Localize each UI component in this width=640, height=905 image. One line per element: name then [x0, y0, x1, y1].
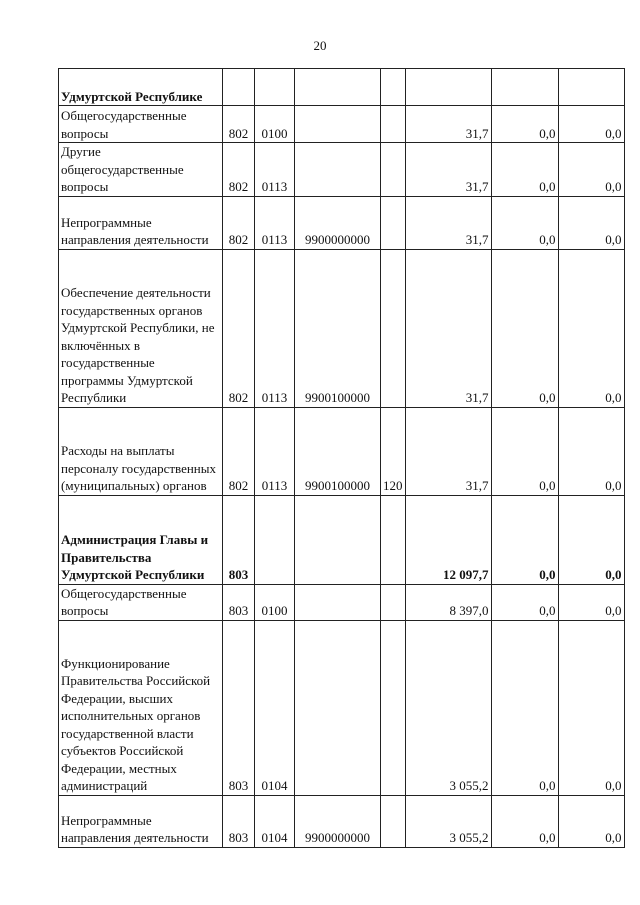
row-ved-code: 803	[223, 584, 255, 620]
row-sum-3: 0,0	[558, 196, 624, 249]
row-sum-3: 0,0	[558, 407, 624, 495]
row-section-code: 0100	[255, 106, 295, 143]
row-sum-3: 0,0	[558, 106, 624, 143]
row-section-code: 0100	[255, 584, 295, 620]
table-row	[59, 143, 625, 197]
table-row	[59, 407, 625, 495]
row-name: Другие общегосударственные вопросы	[59, 143, 223, 197]
row-name: Администрация Главы и Правительства Удмуртской Республики	[59, 495, 223, 584]
row-target-article	[295, 584, 381, 620]
row-ved-code: 803	[223, 620, 255, 795]
row-sum-2: 0,0	[491, 196, 558, 249]
row-section-code: 0113	[255, 143, 295, 197]
table-row	[59, 620, 625, 795]
row-sum-2: 0,0	[491, 620, 558, 795]
row-sum-1: 31,7	[405, 407, 491, 495]
table-row	[59, 106, 625, 143]
row-ved-code: 803	[223, 795, 255, 847]
table-row	[59, 69, 625, 106]
row-expense-type	[381, 795, 406, 847]
row-target-article: 9900000000	[295, 795, 381, 847]
row-sum-3: 0,0	[558, 143, 624, 197]
row-section-code: 0113	[255, 196, 295, 249]
row-sum-1: 31,7	[405, 106, 491, 143]
row-ved-code: 802	[223, 249, 255, 407]
row-target-article	[295, 143, 381, 197]
row-sum-1: 31,7	[405, 249, 491, 407]
row-sum-3: 0,0	[558, 495, 624, 584]
row-target-article	[295, 106, 381, 143]
row-expense-type	[381, 143, 406, 197]
row-sum-1: 31,7	[405, 196, 491, 249]
budget-table	[58, 68, 625, 848]
page-number: 20	[313, 38, 327, 53]
row-sum-2: 0,0	[491, 143, 558, 197]
row-target-article	[295, 620, 381, 795]
row-ved-code	[223, 69, 255, 106]
row-section-code: 0104	[255, 620, 295, 795]
row-expense-type	[381, 69, 406, 106]
row-expense-type	[381, 196, 406, 249]
row-ved-code: 802	[223, 106, 255, 143]
row-sum-2: 0,0	[491, 584, 558, 620]
row-sum-1	[405, 69, 491, 106]
row-sum-2	[491, 69, 558, 106]
row-target-article	[295, 495, 381, 584]
row-ved-code: 803	[223, 495, 255, 584]
row-expense-type	[381, 106, 406, 143]
row-name: Удмуртской Республике	[59, 69, 223, 106]
row-sum-1: 31,7	[405, 143, 491, 197]
row-expense-type	[381, 620, 406, 795]
row-sum-2: 0,0	[491, 495, 558, 584]
row-name: Общегосударственные вопросы	[59, 106, 223, 143]
row-section-code: 0104	[255, 795, 295, 847]
row-ved-code: 802	[223, 143, 255, 197]
row-target-article: 9900100000	[295, 249, 381, 407]
row-sum-2: 0,0	[491, 249, 558, 407]
row-name: Общегосударственные вопросы	[59, 584, 223, 620]
row-name: Расходы на выплаты персоналу государственных (муниципальных) органов	[59, 407, 223, 495]
row-sum-3: 0,0	[558, 249, 624, 407]
row-ved-code: 802	[223, 407, 255, 495]
row-sum-3: 0,0	[558, 620, 624, 795]
row-expense-type: 120	[381, 407, 406, 495]
table-row	[59, 196, 625, 249]
table-row	[59, 495, 625, 584]
row-expense-type	[381, 249, 406, 407]
row-section-code: 0113	[255, 407, 295, 495]
row-name: Обеспечение деятельности государственных органов Удмуртской Республики, не включённых в государственные программы Удмуртской Республики	[59, 249, 223, 407]
row-sum-2: 0,0	[491, 795, 558, 847]
table-row	[59, 795, 625, 847]
row-sum-3: 0,0	[558, 795, 624, 847]
row-ved-code: 802	[223, 196, 255, 249]
row-target-article: 9900000000	[295, 196, 381, 249]
row-expense-type	[381, 495, 406, 584]
row-sum-1: 8 397,0	[405, 584, 491, 620]
row-name: Непрограммные направления деятельности	[59, 196, 223, 249]
row-expense-type	[381, 584, 406, 620]
row-section-code	[255, 69, 295, 106]
row-target-article	[295, 69, 381, 106]
table-row	[59, 584, 625, 620]
row-section-code: 0113	[255, 249, 295, 407]
row-sum-2: 0,0	[491, 106, 558, 143]
row-sum-1: 3 055,2	[405, 795, 491, 847]
row-sum-2: 0,0	[491, 407, 558, 495]
row-name: Непрограммные направления деятельности	[59, 795, 223, 847]
table-row	[59, 249, 625, 407]
row-target-article: 9900100000	[295, 407, 381, 495]
row-sum-1: 3 055,2	[405, 620, 491, 795]
row-sum-3	[558, 69, 624, 106]
row-sum-1: 12 097,7	[405, 495, 491, 584]
row-name: Функционирование Правительства Российской Федерации, высших исполнительных органов государственной власти субъектов Российской Федерации, местных администраций	[59, 620, 223, 795]
row-section-code	[255, 495, 295, 584]
row-sum-3: 0,0	[558, 584, 624, 620]
